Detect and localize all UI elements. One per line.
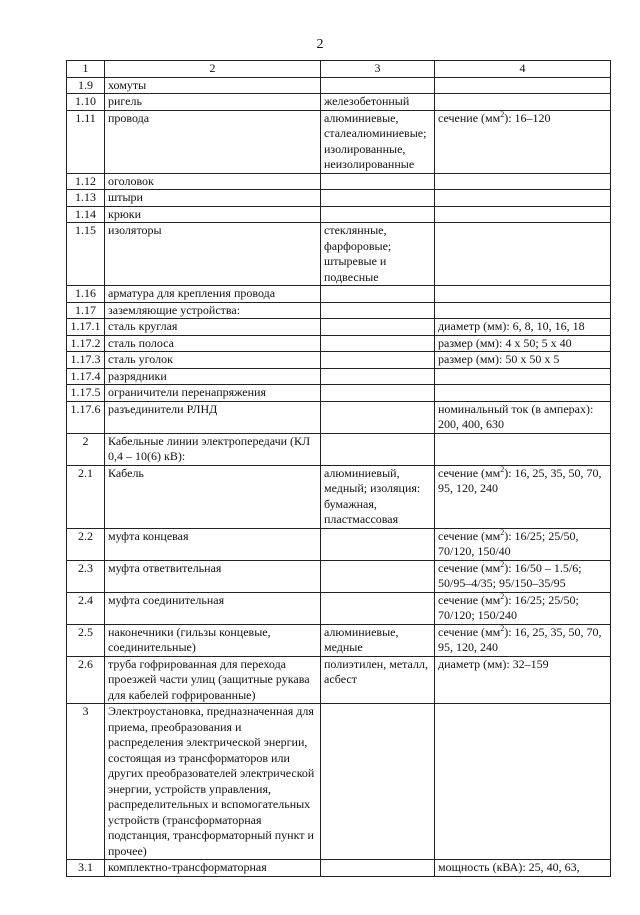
- row-number-cell: 1.17.5: [67, 385, 105, 402]
- material-cell: алюминиевые, медные: [321, 624, 435, 656]
- material-cell: [321, 352, 435, 369]
- specification-cell: [435, 368, 611, 385]
- table-header-row: [67, 61, 611, 78]
- table-row: [67, 560, 611, 592]
- table-row: [67, 206, 611, 223]
- specification-cell: мощность (кВА): 25, 40, 63,: [435, 860, 611, 877]
- column-header: 1: [67, 61, 105, 78]
- row-number-cell: 1.16: [67, 286, 105, 303]
- row-number-cell: 1.17: [67, 302, 105, 319]
- item-name-cell: муфта концевая: [105, 528, 321, 560]
- material-cell: железобетонный: [321, 94, 435, 111]
- specification-cell: [435, 77, 611, 94]
- specification-cell: сечение $(мм^2)$: 16, 25, 35, 50, 70, 95, 120, 240: [435, 624, 611, 656]
- item-name-cell: Кабельные линии электропередачи (КЛ 0,4 – 10(6) кВ):: [105, 433, 321, 465]
- row-number-cell: 1.17.3: [67, 352, 105, 369]
- table-row: [67, 385, 611, 402]
- table-row: [67, 335, 611, 352]
- material-cell: алюминиевые, сталеалюминиевые; изолированные, неизолированные: [321, 110, 435, 173]
- column-header: 3: [321, 61, 435, 78]
- table-row: [67, 190, 611, 207]
- material-cell: стеклянные, фарфоровые; штыревые и подвесные: [321, 223, 435, 286]
- row-number-cell: 2.1: [67, 465, 105, 528]
- material-cell: [321, 286, 435, 303]
- item-name-cell: Электроустановка, предназначенная для приема, преобразования и распределения электрической энергии, состоящая из трансформаторов или других преобразователей электрической энергии, устройств управления, распределительных и вспомогательных устройств (трансформаторная подстанция, трансформаторный пункт и прочее): [105, 704, 321, 860]
- item-name-cell: арматура для крепления провода: [105, 286, 321, 303]
- material-cell: [321, 319, 435, 336]
- row-number-cell: 3.1: [67, 860, 105, 877]
- table-row: [67, 352, 611, 369]
- item-name-cell: заземляющие устройства:: [105, 302, 321, 319]
- table-row: [67, 860, 611, 877]
- material-cell: [321, 528, 435, 560]
- material-cell: [321, 206, 435, 223]
- item-name-cell: наконечники (гильзы концевые, соединительные): [105, 624, 321, 656]
- row-number-cell: 1.17.2: [67, 335, 105, 352]
- material-cell: [321, 335, 435, 352]
- row-number-cell: 2.2: [67, 528, 105, 560]
- item-name-cell: комплектно-трансформаторная: [105, 860, 321, 877]
- item-name-cell: крюки: [105, 206, 321, 223]
- table-row: [67, 302, 611, 319]
- row-number-cell: 2.4: [67, 592, 105, 624]
- table-row: [67, 433, 611, 465]
- item-name-cell: сталь уголок: [105, 352, 321, 369]
- material-cell: [321, 173, 435, 190]
- material-cell: [321, 302, 435, 319]
- row-number-cell: 1.17.1: [67, 319, 105, 336]
- specification-cell: [435, 286, 611, 303]
- table-row: [67, 110, 611, 173]
- table-row: [67, 656, 611, 704]
- material-cell: полиэтилен, металл, асбест: [321, 656, 435, 704]
- material-cell: [321, 77, 435, 94]
- specification-cell: сечение $(мм^2)$: 16/50 – 1.5/6; 50/95–4/35; 95/150–35/95: [435, 560, 611, 592]
- item-name-cell: ригель: [105, 94, 321, 111]
- page-number: 2: [316, 37, 324, 52]
- specification-cell: сечение $(мм^2)$: 16–120: [435, 110, 611, 173]
- table-row: [67, 286, 611, 303]
- item-name-cell: штыри: [105, 190, 321, 207]
- specification-cell: размер (мм): 4 х 50; 5 х 40: [435, 335, 611, 352]
- item-name-cell: оголовок: [105, 173, 321, 190]
- column-header: 2: [105, 61, 321, 78]
- row-number-cell: 1.13: [67, 190, 105, 207]
- specification-cell: диаметр (мм): 32–159: [435, 656, 611, 704]
- specification-cell: номинальный ток (в амперах): 200, 400, 630: [435, 401, 611, 433]
- specification-cell: [435, 433, 611, 465]
- specification-cell: [435, 190, 611, 207]
- specification-cell: сечение $(мм^2)$: 16/25; 25/50, 70/120, 150/40: [435, 528, 611, 560]
- row-number-cell: 1.11: [67, 110, 105, 173]
- material-cell: [321, 560, 435, 592]
- table-row: [67, 319, 611, 336]
- row-number-cell: 1.10: [67, 94, 105, 111]
- row-number-cell: 1.14: [67, 206, 105, 223]
- item-name-cell: разъединители РЛНД: [105, 401, 321, 433]
- table-row: [67, 368, 611, 385]
- specification-cell: [435, 206, 611, 223]
- specification-cell: [435, 223, 611, 286]
- specification-cell: [435, 94, 611, 111]
- material-cell: [321, 190, 435, 207]
- material-cell: [321, 592, 435, 624]
- material-cell: [321, 401, 435, 433]
- row-number-cell: 1.17.6: [67, 401, 105, 433]
- table-row: [67, 173, 611, 190]
- row-number-cell: 2: [67, 433, 105, 465]
- item-name-cell: сталь круглая: [105, 319, 321, 336]
- item-name-cell: муфта соединительная: [105, 592, 321, 624]
- column-header: 4: [435, 61, 611, 78]
- table-row: [67, 77, 611, 94]
- specification-cell: сечение $(мм^2)$: 16, 25, 35, 50, 70, 95, 120, 240: [435, 465, 611, 528]
- table-row: [67, 465, 611, 528]
- row-number-cell: 2.3: [67, 560, 105, 592]
- material-cell: [321, 368, 435, 385]
- material-cell: алюминиевый, медный; изоляция: бумажная, пластмассовая: [321, 465, 435, 528]
- row-number-cell: 2.6: [67, 656, 105, 704]
- table-row: [67, 528, 611, 560]
- item-name-cell: муфта ответвительная: [105, 560, 321, 592]
- table-row: [67, 401, 611, 433]
- specification-cell: размер (мм): 50 х 50 х 5: [435, 352, 611, 369]
- item-name-cell: провода: [105, 110, 321, 173]
- material-cell: [321, 385, 435, 402]
- specification-cell: [435, 302, 611, 319]
- material-cell: [321, 433, 435, 465]
- item-name-cell: труба гофрированная для перехода проезжей части улиц (защитные рукава для кабелей гофрированные): [105, 656, 321, 704]
- row-number-cell: 1.12: [67, 173, 105, 190]
- table-body: [67, 77, 611, 876]
- specification-cell: [435, 385, 611, 402]
- item-name-cell: изоляторы: [105, 223, 321, 286]
- item-name-cell: сталь полоса: [105, 335, 321, 352]
- row-number-cell: 1.9: [67, 77, 105, 94]
- material-cell: [321, 704, 435, 860]
- row-number-cell: 3: [67, 704, 105, 860]
- table-row: [67, 624, 611, 656]
- row-number-cell: 1.17.4: [67, 368, 105, 385]
- table-row: [67, 704, 611, 860]
- table-row: [67, 592, 611, 624]
- specification-cell: [435, 704, 611, 860]
- row-number-cell: 2.5: [67, 624, 105, 656]
- item-name-cell: ограничители перенапряжения: [105, 385, 321, 402]
- table-row: [67, 94, 611, 111]
- table-row: [67, 223, 611, 286]
- item-name-cell: разрядники: [105, 368, 321, 385]
- specification-cell: [435, 173, 611, 190]
- item-name-cell: Кабель: [105, 465, 321, 528]
- specification-cell: сечение $(мм^2)$: 16/25; 25/50; 70/120; 150/240: [435, 592, 611, 624]
- equipment-table: [66, 60, 611, 877]
- material-cell: [321, 860, 435, 877]
- row-number-cell: 1.15: [67, 223, 105, 286]
- item-name-cell: хомуты: [105, 77, 321, 94]
- specification-cell: диаметр (мм): 6, 8, 10, 16, 18: [435, 319, 611, 336]
